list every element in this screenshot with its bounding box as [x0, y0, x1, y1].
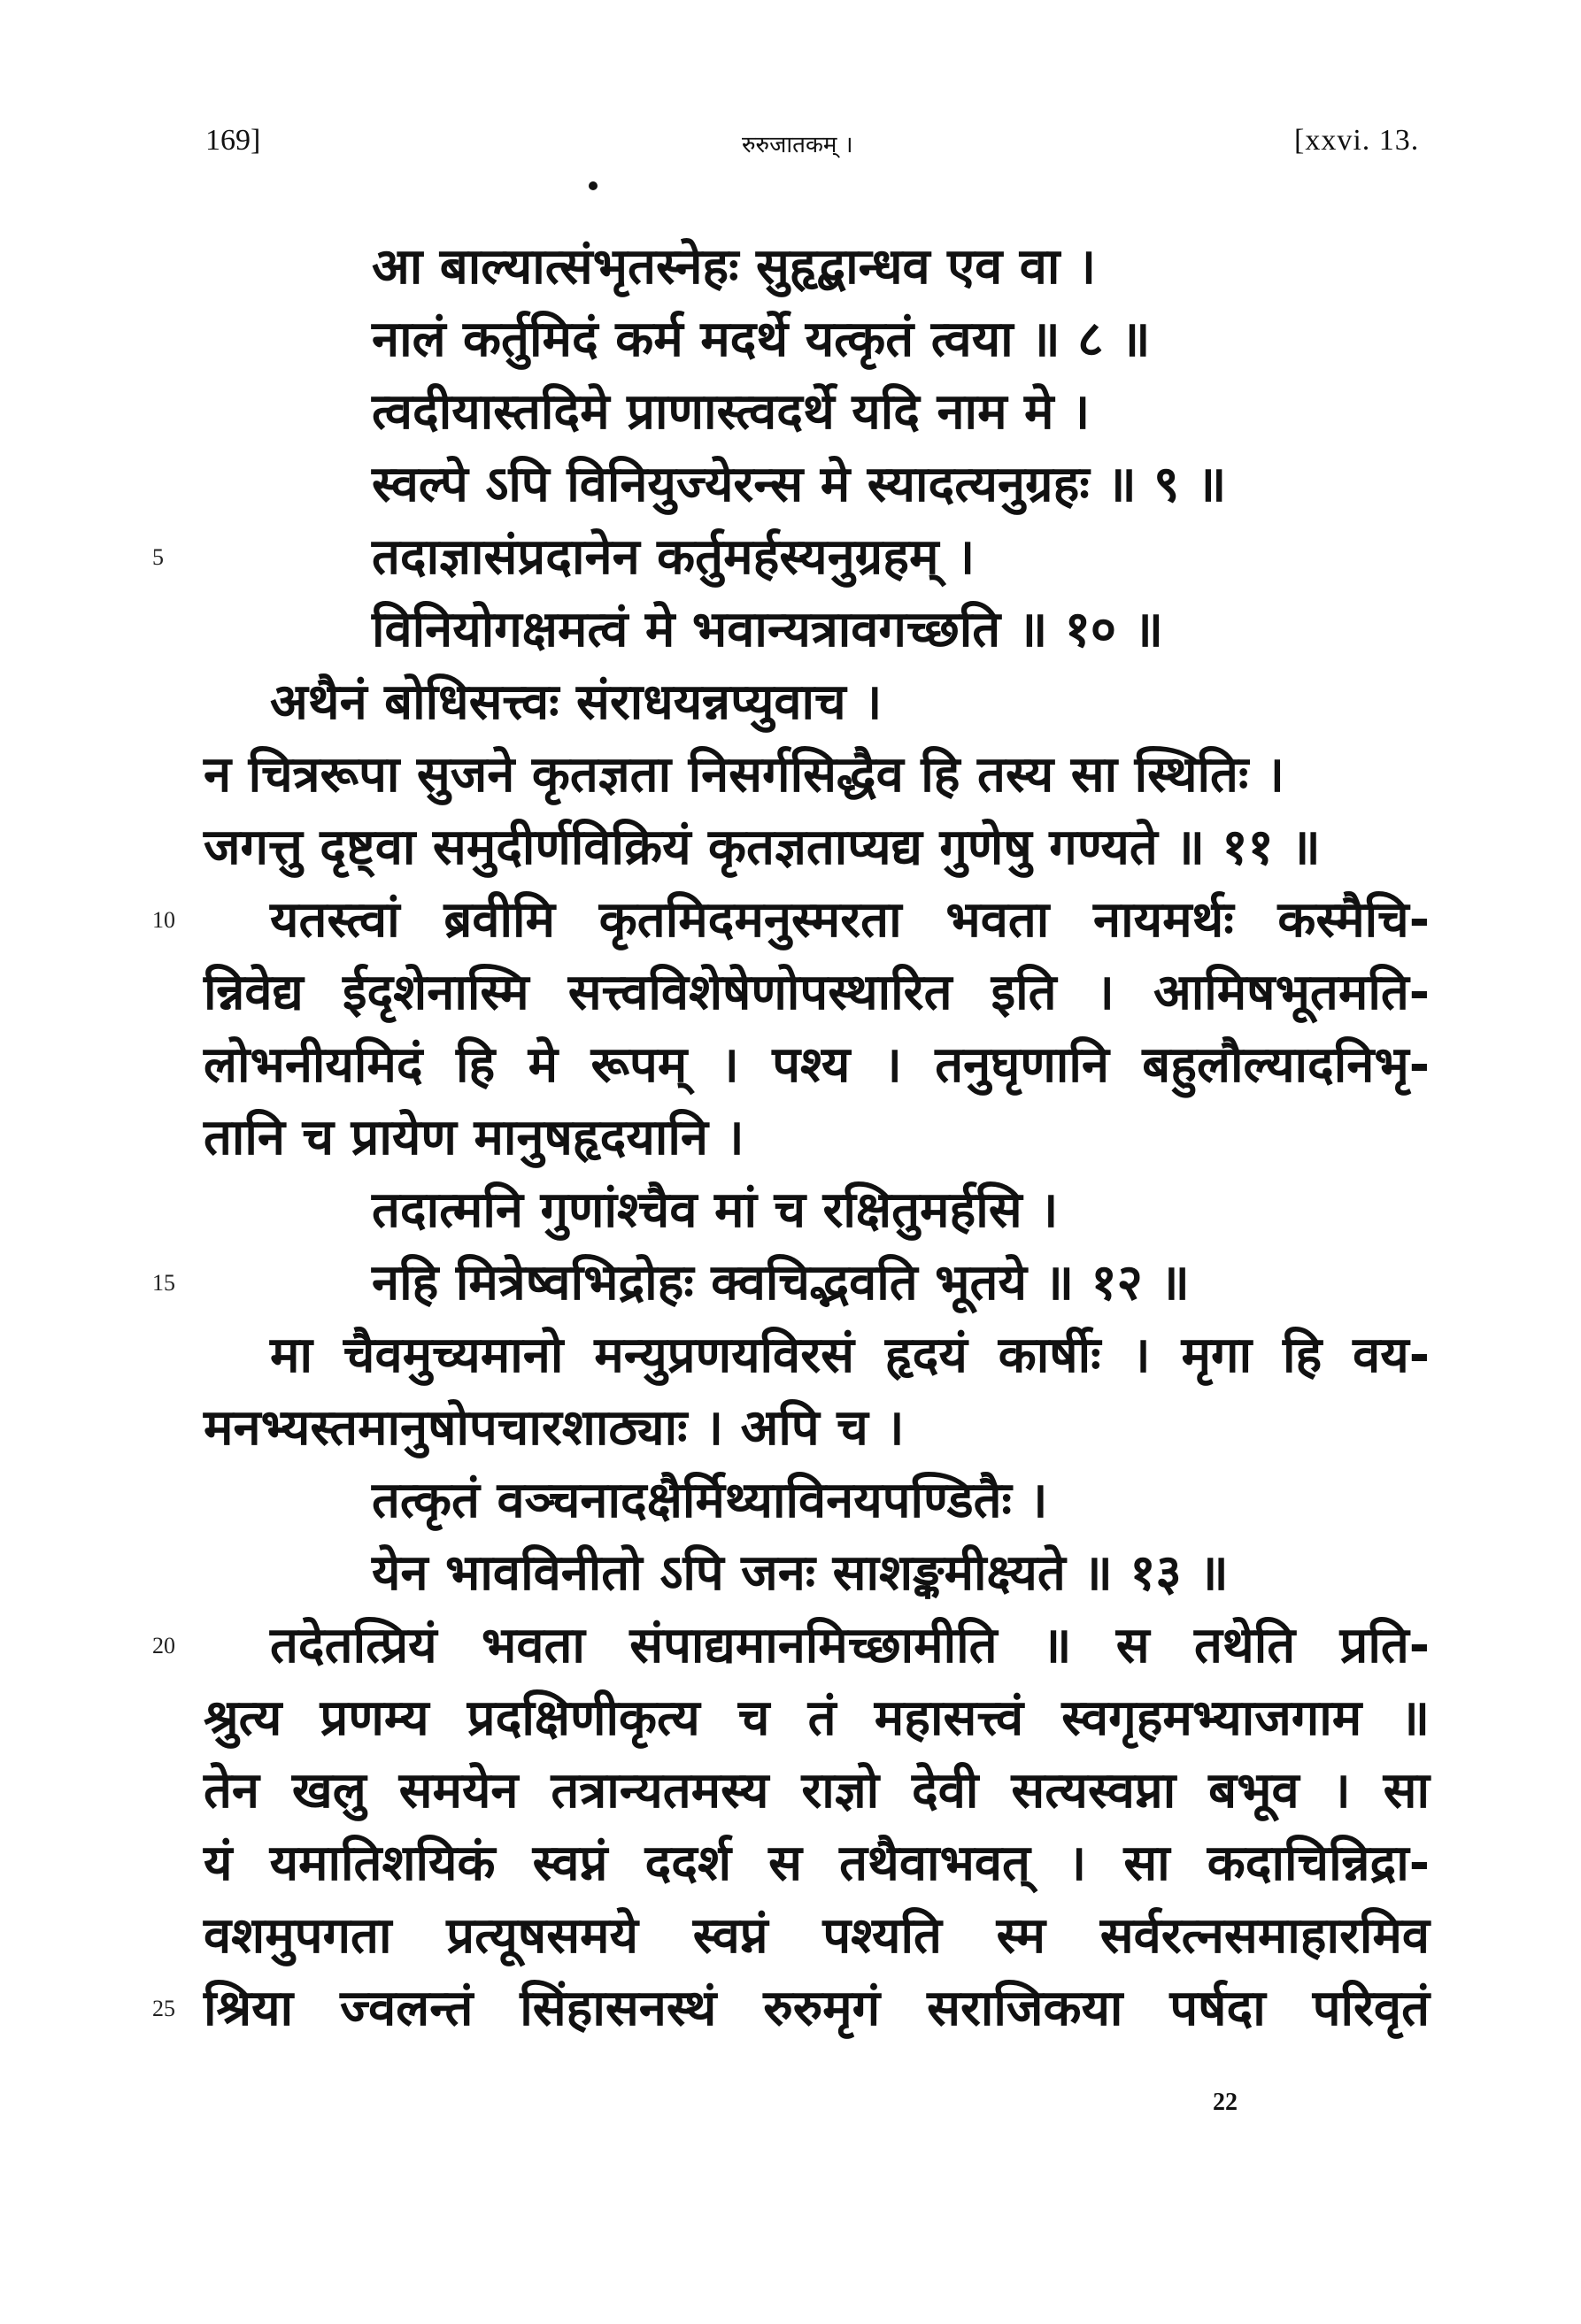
verse-line: तदात्मनि गुणांश्चैव मां च रक्षितुमर्हसि ।	[372, 1181, 1059, 1239]
prose-line: यतस्त्वां ब्रवीमि कृतमिदमनुस्मरता भवता नायमर्थः कस्मैचि-	[270, 891, 1430, 949]
ink-dot	[589, 181, 598, 190]
verse-line: आ बाल्यात्संभृतस्नेहः सुहृद्बान्धव एव वा ।	[372, 238, 1097, 296]
page-header	[0, 124, 1581, 159]
running-title: रुरुजातकम् ।	[742, 132, 853, 158]
verse-line: तत्कृतं वञ्चनादक्षैर्मिथ्याविनयपण्डितैः ।	[372, 1472, 1048, 1529]
line-number: 25	[152, 1996, 175, 2021]
prose-line: मा चैवमुच्यमानो मन्युप्रणयविरसं हृदयं कार्षीः । मृगा हि वय-	[270, 1327, 1430, 1384]
line-number: 5	[152, 544, 164, 570]
prose-line: मनभ्यस्तमानुषोपचारशाठ्याः । अपि च ।	[204, 1399, 905, 1457]
section-reference: [xxvi. 13.	[1294, 124, 1420, 157]
signature-mark: 22	[1213, 2089, 1238, 2116]
verse-line: न चित्ररूपा सुजने कृतज्ञता निसर्गसिद्धैव हि तस्य सा स्थितिः ।	[204, 746, 1284, 804]
prose-line: लोभनीयमिदं हि मे रूपम् । पश्य । तनुघृणानि बहुलौल्यादनिभृ-	[204, 1036, 1430, 1094]
verse-line: जगत्तु दृष्ट्वा समुदीर्णविक्रियं कृतज्ञताप्यद्य गुणेषु गण्यते ॥ ११ ॥	[204, 819, 1321, 876]
line-number: 15	[152, 1270, 175, 1296]
verse-line: त्वदीयास्तदिमे प्राणास्त्वदर्थे यदि नाम मे ।	[372, 383, 1091, 441]
prose-line: न्निवेद्य ईदृशेनास्मि सत्त्वविशेषेणोपस्थारित इति । आमिषभूतमति-	[204, 964, 1430, 1021]
prose-line: तेन खलु समयेन तत्रान्यतमस्य राज्ञो देवी सत्यस्वप्ना बभूव । सा	[204, 1762, 1430, 1820]
line-number: 20	[152, 1633, 175, 1658]
verse-line: तदाज्ञासंप्रदानेन कर्तुमर्हस्यनुग्रहम् ।	[372, 528, 976, 586]
line-number: 10	[152, 907, 175, 933]
page-reference: 169]	[205, 124, 261, 157]
prose-line: श्रिया ज्वलन्तं सिंहासनस्थं रुरुमृगं सराजिकया पर्षदा परिवृतं	[204, 1980, 1430, 2037]
prose-line: यं यमातिशयिकं स्वप्नं ददर्श स तथैवाभवत् । सा कदाचिन्निद्रा-	[204, 1835, 1430, 1892]
verse-line: येन भावविनीतो ऽपि जनः साशङ्कमीक्ष्यते ॥ १३ ॥	[372, 1544, 1229, 1602]
prose-line: तदेतत्प्रियं भवता संपाद्यमानमिच्छामीति ॥ स तथेति प्रति-	[270, 1617, 1430, 1674]
prose-line: अथैनं बोधिसत्त्वः संराधयन्नप्युवाच ।	[270, 673, 883, 731]
prose-line: श्रुत्य प्रणम्य प्रदक्षिणीकृत्य च तं महासत्त्वं स्वगृहमभ्याजगाम ॥	[204, 1689, 1430, 1747]
verse-line: नहि मित्रेष्वभिद्रोहः क्वचिद्भवति भूतये ॥ १२ ॥	[372, 1254, 1190, 1312]
prose-line: वशमुपगता प्रत्यूषसमये स्वप्नं पश्यति स्म सर्वरत्नसमाहारमिव	[204, 1907, 1430, 1965]
verse-line: विनियोगक्षमत्वं मे भवान्यत्रावगच्छति ॥ १० ॥	[372, 601, 1164, 658]
verse-line: स्वल्पे ऽपि विनियुज्येरन्स मे स्यादत्यनुग्रहः ॥ ९ ॥	[372, 456, 1227, 513]
verse-line: नालं कर्तुमिदं कर्म मदर्थे यत्कृतं त्वया ॥ ८ ॥	[372, 311, 1151, 368]
prose-line: तानि च प्रायेण मानुषहृदयानि ।	[204, 1109, 744, 1166]
